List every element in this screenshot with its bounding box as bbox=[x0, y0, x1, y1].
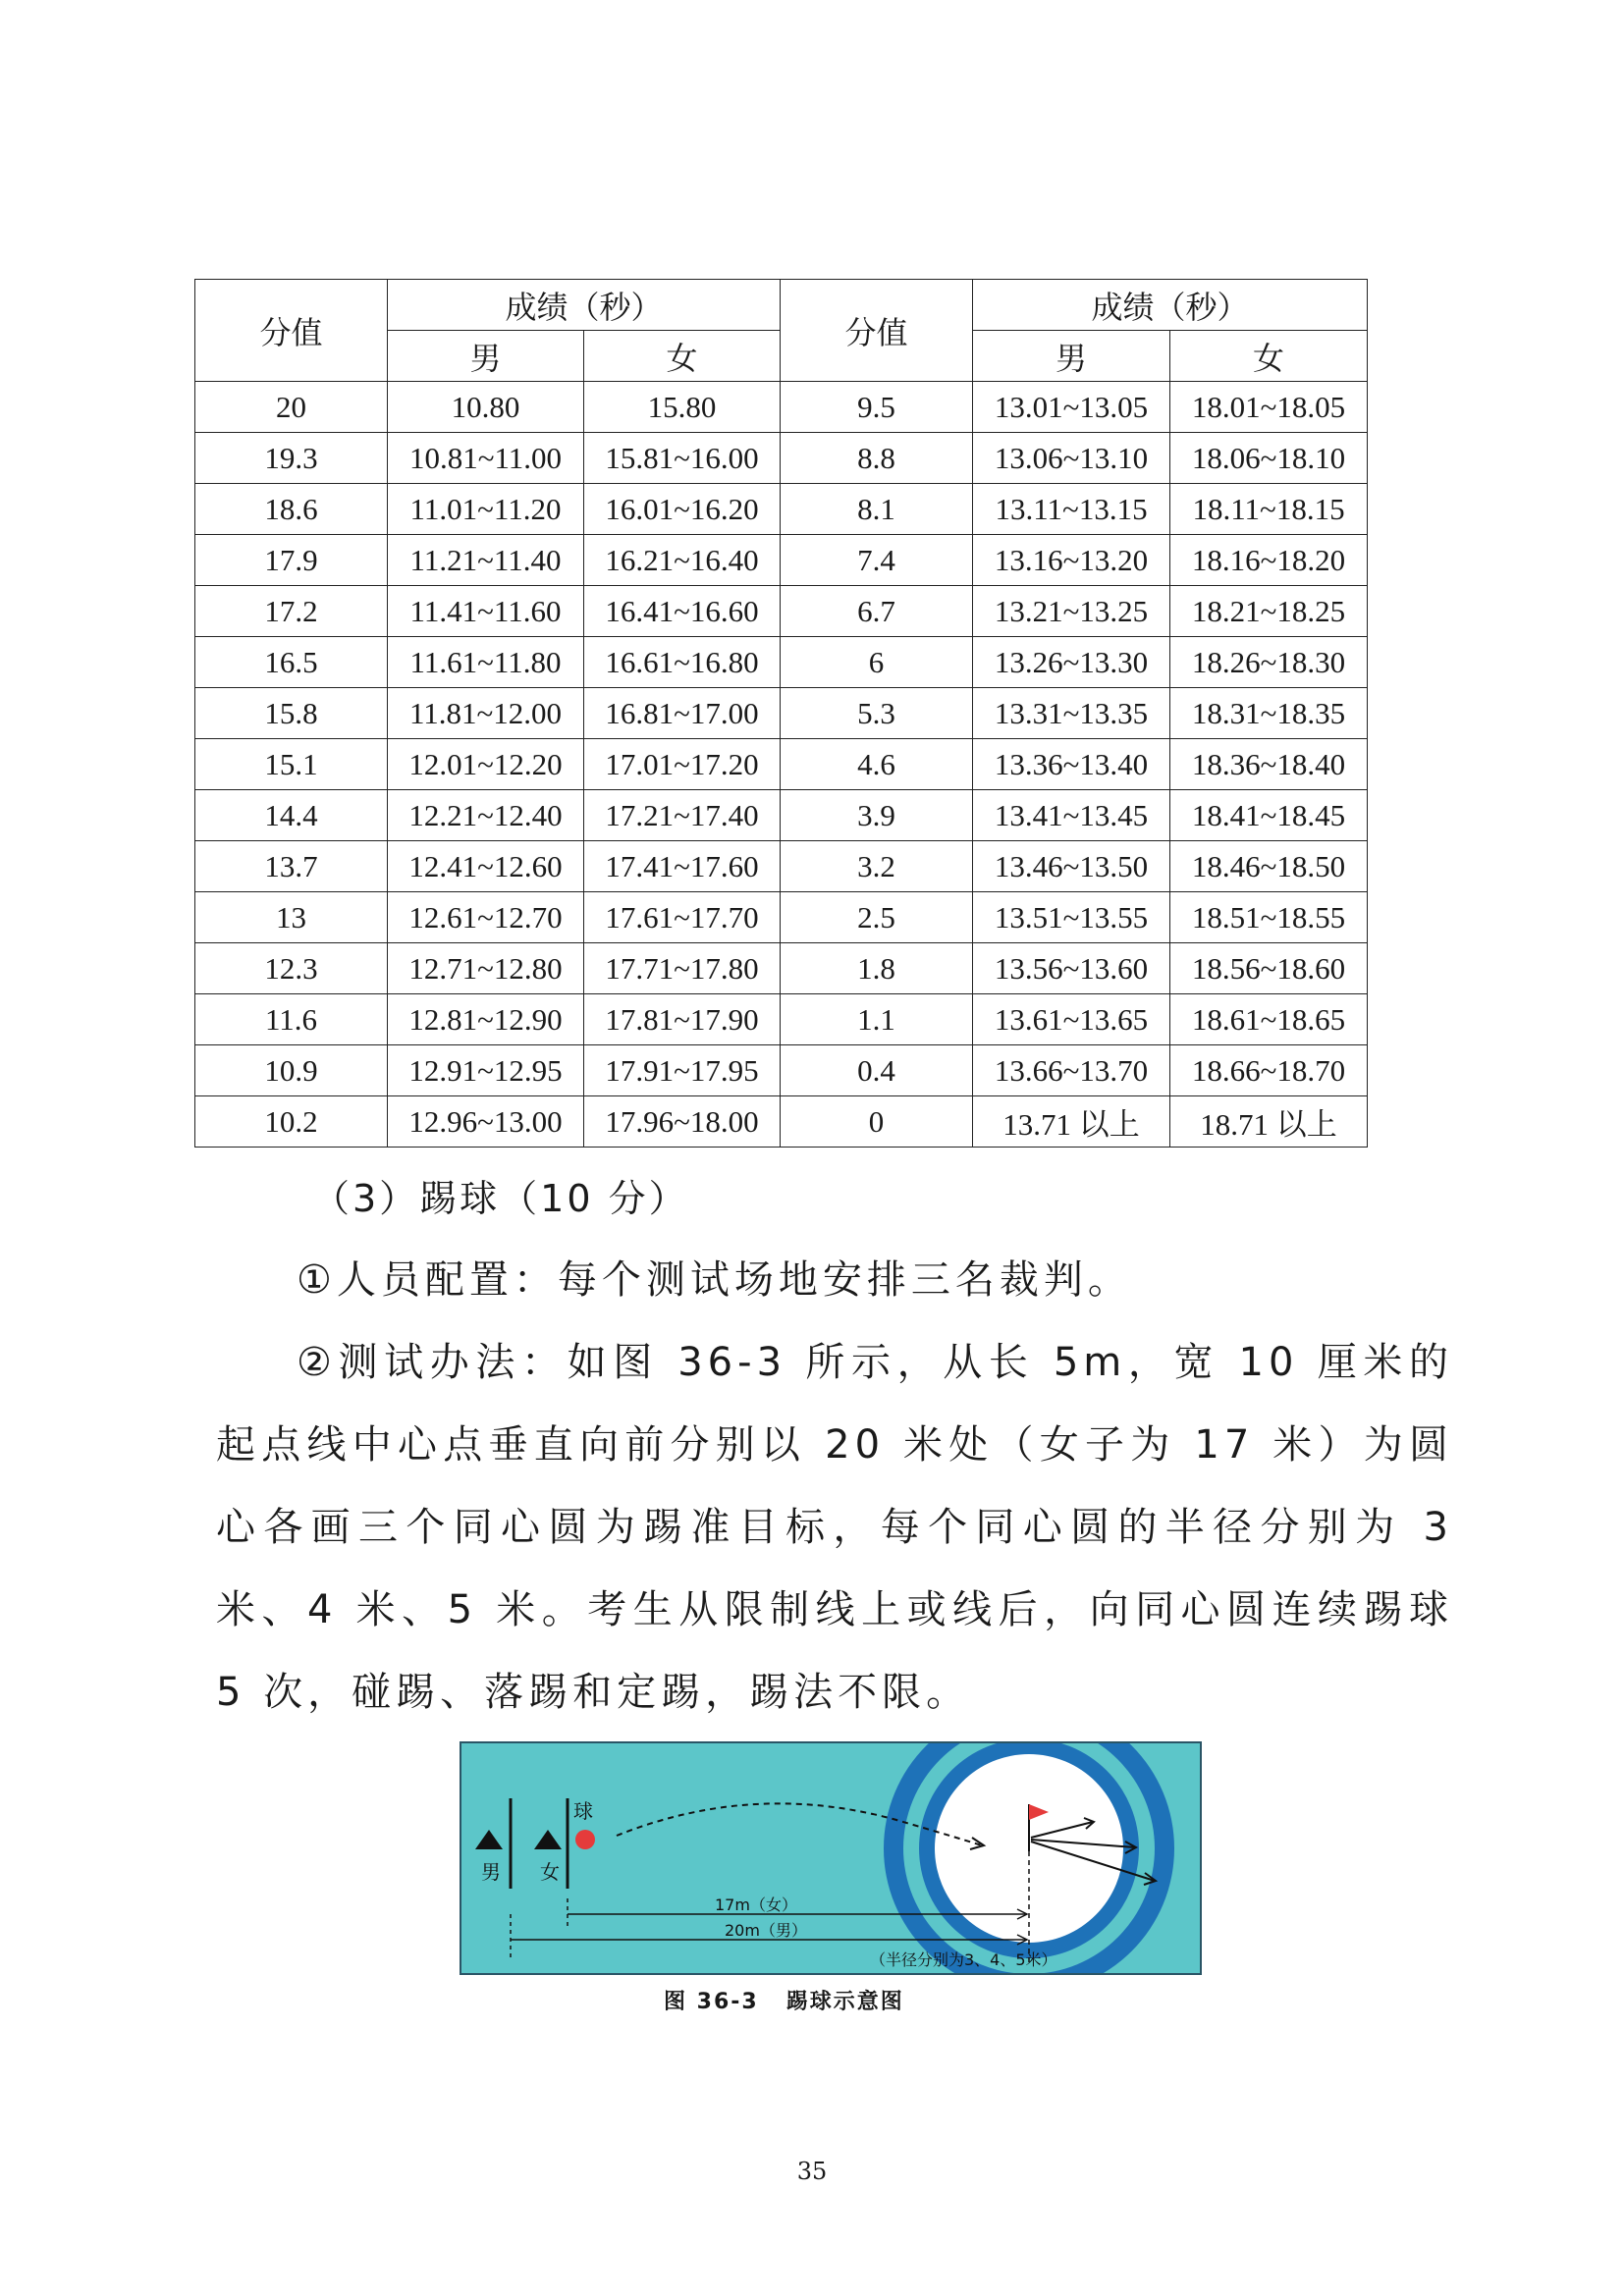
result-header-left: 成绩（秒） bbox=[388, 280, 781, 331]
table-row bbox=[195, 1045, 1368, 1096]
table-row bbox=[195, 841, 1368, 892]
male-distance-label: 20m（男） bbox=[725, 1921, 807, 1940]
table-cell: 13.31~13.35 bbox=[973, 688, 1170, 739]
table-cell: 13.26~13.30 bbox=[973, 637, 1170, 688]
paragraph-test-method: ②测试办法：如图 36-3 所示，从长 5m，宽 10 厘米的起点线中心点垂直向前分别以 20 米处（女子为 17 米）为圆心各画三个同心圆为踢准目标，每个同心圆的半径分别为 3 米、4 米、5 米。考生从限制线上或线后，向同心圆连续踢球 5 次，碰踢、落踢和定踢，踢法不限。 bbox=[216, 1340, 1453, 1715]
figure-caption bbox=[664, 1985, 904, 2015]
table-cell: 13.01~13.05 bbox=[973, 382, 1170, 433]
table-cell: 17.21~17.40 bbox=[584, 790, 781, 841]
table-cell: 2.5 bbox=[781, 892, 973, 943]
page-number: 35 bbox=[796, 2158, 828, 2185]
table-row bbox=[195, 994, 1368, 1045]
table-row bbox=[195, 943, 1368, 994]
table-cell: 9.5 bbox=[781, 382, 973, 433]
table-cell: 18.21~18.25 bbox=[1170, 586, 1368, 637]
table-cell: 13.21~13.25 bbox=[973, 586, 1170, 637]
table-cell: 18.16~18.20 bbox=[1170, 535, 1368, 586]
table-cell: 18.6 bbox=[195, 484, 388, 535]
table-cell: 13.16~13.20 bbox=[973, 535, 1170, 586]
table-cell: 16.5 bbox=[195, 637, 388, 688]
table-cell: 17.01~17.20 bbox=[584, 739, 781, 790]
male-label: 男 bbox=[481, 1860, 501, 1884]
table-cell: 16.21~16.40 bbox=[584, 535, 781, 586]
table-cell: 13.71 以上 bbox=[973, 1096, 1170, 1148]
table-row bbox=[195, 1096, 1368, 1148]
table-cell: 12.91~12.95 bbox=[388, 1045, 584, 1096]
paragraph-staffing: ①人员配置：每个测试场地安排三名裁判。 bbox=[297, 1257, 1132, 1303]
table-cell: 18.41~18.45 bbox=[1170, 790, 1368, 841]
table-cell: 18.11~18.15 bbox=[1170, 484, 1368, 535]
table-cell: 15.80 bbox=[584, 382, 781, 433]
figure-caption-number: 图 36-3 bbox=[664, 1990, 759, 2014]
ball-label: 球 bbox=[573, 1799, 593, 1823]
score-table bbox=[194, 279, 1368, 1148]
table-cell: 13.06~13.10 bbox=[973, 433, 1170, 484]
table-cell: 18.26~18.30 bbox=[1170, 637, 1368, 688]
table-cell: 18.61~18.65 bbox=[1170, 994, 1368, 1045]
table-cell: 15.81~16.00 bbox=[584, 433, 781, 484]
figure-caption-text: 踢球示意图 bbox=[785, 1990, 904, 2014]
table-row bbox=[195, 535, 1368, 586]
table-cell: 13.7 bbox=[195, 841, 388, 892]
table-cell: 18.66~18.70 bbox=[1170, 1045, 1368, 1096]
table-cell: 16.01~16.20 bbox=[584, 484, 781, 535]
table-cell: 12.71~12.80 bbox=[388, 943, 584, 994]
table-cell: 18.71 以上 bbox=[1170, 1096, 1368, 1148]
score-header-right: 分值 bbox=[781, 280, 973, 382]
table-cell: 18.31~18.35 bbox=[1170, 688, 1368, 739]
table-cell: 13.56~13.60 bbox=[973, 943, 1170, 994]
table-row bbox=[195, 586, 1368, 637]
table-cell: 12.21~12.40 bbox=[388, 790, 584, 841]
table-cell: 12.3 bbox=[195, 943, 388, 994]
table-row bbox=[195, 892, 1368, 943]
table-cell: 8.1 bbox=[781, 484, 973, 535]
table-row bbox=[195, 382, 1368, 433]
table-row bbox=[195, 790, 1368, 841]
table-cell: 16.61~16.80 bbox=[584, 637, 781, 688]
table-cell: 16.81~17.00 bbox=[584, 688, 781, 739]
table-cell: 13.41~13.45 bbox=[973, 790, 1170, 841]
table-cell: 17.61~17.70 bbox=[584, 892, 781, 943]
result-header-right: 成绩（秒） bbox=[973, 280, 1368, 331]
table-cell: 1.8 bbox=[781, 943, 973, 994]
table-row bbox=[195, 484, 1368, 535]
table-cell: 6 bbox=[781, 637, 973, 688]
table-cell: 18.56~18.60 bbox=[1170, 943, 1368, 994]
score-header-left: 分值 bbox=[195, 280, 388, 382]
section-title: （3）踢球（10 分） bbox=[312, 1177, 689, 1220]
table-row bbox=[195, 433, 1368, 484]
table-row bbox=[195, 688, 1368, 739]
table-cell: 4.6 bbox=[781, 739, 973, 790]
table-cell: 18.06~18.10 bbox=[1170, 433, 1368, 484]
table-cell: 17.9 bbox=[195, 535, 388, 586]
female-header-right: 女 bbox=[1170, 331, 1368, 382]
table-cell: 12.81~12.90 bbox=[388, 994, 584, 1045]
table-cell: 15.8 bbox=[195, 688, 388, 739]
table-cell: 20 bbox=[195, 382, 388, 433]
table-cell: 13.11~13.15 bbox=[973, 484, 1170, 535]
kick-diagram bbox=[460, 1741, 1202, 1975]
table-cell: 12.61~12.70 bbox=[388, 892, 584, 943]
table-cell: 18.46~18.50 bbox=[1170, 841, 1368, 892]
table-cell: 17.96~18.00 bbox=[584, 1096, 781, 1148]
table-cell: 12.01~12.20 bbox=[388, 739, 584, 790]
table-cell: 11.21~11.40 bbox=[388, 535, 584, 586]
table-cell: 10.9 bbox=[195, 1045, 388, 1096]
table-cell: 12.96~13.00 bbox=[388, 1096, 584, 1148]
table-cell: 19.3 bbox=[195, 433, 388, 484]
table-cell: 13.51~13.55 bbox=[973, 892, 1170, 943]
male-header-left: 男 bbox=[388, 331, 584, 382]
table-cell: 13.46~13.50 bbox=[973, 841, 1170, 892]
table-header-row bbox=[195, 280, 1368, 331]
table-cell: 17.81~17.90 bbox=[584, 994, 781, 1045]
table-cell: 7.4 bbox=[781, 535, 973, 586]
table-cell: 18.51~18.55 bbox=[1170, 892, 1368, 943]
table-cell: 10.81~11.00 bbox=[388, 433, 584, 484]
table-row bbox=[195, 739, 1368, 790]
table-cell: 17.91~17.95 bbox=[584, 1045, 781, 1096]
table-cell: 6.7 bbox=[781, 586, 973, 637]
table-cell: 11.6 bbox=[195, 994, 388, 1045]
table-cell: 13.66~13.70 bbox=[973, 1045, 1170, 1096]
table-cell: 16.41~16.60 bbox=[584, 586, 781, 637]
table-cell: 13.36~13.40 bbox=[973, 739, 1170, 790]
table-cell: 14.4 bbox=[195, 790, 388, 841]
table-cell: 0.4 bbox=[781, 1045, 973, 1096]
table-cell: 11.81~12.00 bbox=[388, 688, 584, 739]
table-cell: 10.80 bbox=[388, 382, 584, 433]
table-cell: 0 bbox=[781, 1096, 973, 1148]
male-header-right: 男 bbox=[973, 331, 1170, 382]
female-distance-label: 17m（女） bbox=[715, 1896, 797, 1914]
table-cell: 10.2 bbox=[195, 1096, 388, 1148]
table-cell: 11.41~11.60 bbox=[388, 586, 584, 637]
table-cell: 17.71~17.80 bbox=[584, 943, 781, 994]
table-row bbox=[195, 637, 1368, 688]
female-header-left: 女 bbox=[584, 331, 781, 382]
radius-note: （半径分别为3、4、5米） bbox=[870, 1950, 1057, 1969]
table-cell: 15.1 bbox=[195, 739, 388, 790]
table-body bbox=[195, 382, 1368, 1148]
table-cell: 11.61~11.80 bbox=[388, 637, 584, 688]
ball-icon bbox=[575, 1830, 595, 1849]
table-cell: 13.61~13.65 bbox=[973, 994, 1170, 1045]
female-label: 女 bbox=[540, 1860, 560, 1884]
table-cell: 1.1 bbox=[781, 994, 973, 1045]
table-cell: 5.3 bbox=[781, 688, 973, 739]
table-cell: 17.2 bbox=[195, 586, 388, 637]
table-cell: 13 bbox=[195, 892, 388, 943]
table-cell: 17.41~17.60 bbox=[584, 841, 781, 892]
table-cell: 3.2 bbox=[781, 841, 973, 892]
table-cell: 8.8 bbox=[781, 433, 973, 484]
table-cell: 3.9 bbox=[781, 790, 973, 841]
table-cell: 18.36~18.40 bbox=[1170, 739, 1368, 790]
table-cell: 11.01~11.20 bbox=[388, 484, 584, 535]
table-cell: 12.41~12.60 bbox=[388, 841, 584, 892]
table-cell: 18.01~18.05 bbox=[1170, 382, 1368, 433]
